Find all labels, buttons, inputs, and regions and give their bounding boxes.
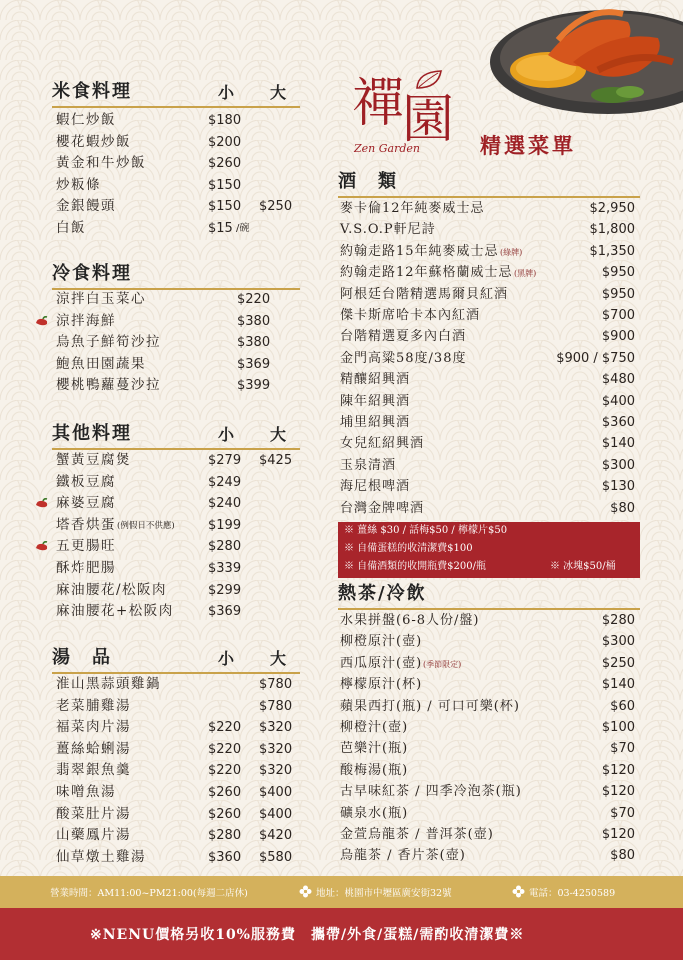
menu-item-name: 麻油腰花/松阪肉 <box>56 581 168 598</box>
menu-item-row <box>340 781 635 802</box>
price: $1,350 <box>589 243 635 259</box>
price-small: $280 <box>208 539 242 555</box>
menu-item-row <box>56 110 300 131</box>
price: $900 <box>601 329 635 345</box>
menu-item-name: 水果拼盤(6-8人份/盤) <box>340 613 480 628</box>
price-large: $250 <box>259 199 293 215</box>
price-large: $425 <box>259 453 293 468</box>
price: $399 <box>237 378 271 394</box>
logo-char-zen: 禪 <box>352 74 405 134</box>
menu-item-row <box>56 717 300 738</box>
menu-item-name: 金銀饅頭 <box>56 198 116 215</box>
menu-item-name: 海尼根啤酒 <box>340 479 411 495</box>
col-small-label: 小 <box>218 649 235 668</box>
menu-item-name: 酸菜肚片湯 <box>56 805 131 822</box>
menu-item-row <box>56 696 300 717</box>
price-small: $280 <box>208 828 242 844</box>
menu-item-row <box>56 739 300 760</box>
menu-item-row <box>56 760 300 781</box>
price: $1,800 <box>589 222 635 238</box>
price-small: $249 <box>208 474 242 490</box>
menu-item-name: 山藥鳳片湯 <box>56 827 131 844</box>
menu-item-name: 櫻桃鴨蘿蔓沙拉 <box>56 377 161 394</box>
menu-item-name: 台階精選夏多內白酒 <box>340 329 467 345</box>
menu-item-name: 台灣金牌啤酒 <box>340 500 425 516</box>
liquor-section-title: 酒 類 <box>338 171 398 192</box>
menu-item-row <box>340 391 635 412</box>
menu-item-row <box>56 218 300 239</box>
price-small: $260 <box>208 806 242 822</box>
price-small: $150 <box>208 177 242 193</box>
price: $70 <box>610 805 635 821</box>
other-section-title: 其他料理 <box>52 423 132 444</box>
price-small: $199 <box>208 517 242 533</box>
menu-item-name: 烏龍茶 / 香片茶(壺) <box>340 848 466 864</box>
menu-item-row <box>340 498 635 519</box>
menu-item-row <box>340 717 635 738</box>
menu-item-row <box>56 375 300 396</box>
price-small: $15 <box>208 221 233 236</box>
price: $80 <box>610 848 635 864</box>
price: $480 <box>601 372 635 388</box>
menu-item-row <box>56 825 300 846</box>
price-small: $279 <box>208 453 242 468</box>
menu-item-row <box>56 493 300 514</box>
menu-item-name: 檸檬原汁(杯) <box>340 677 423 693</box>
menu-item-row <box>340 198 635 219</box>
menu-item-name: 麻婆豆腐 <box>56 495 116 512</box>
menu-item-name: 鮑魚田園蔬果 <box>56 355 146 372</box>
menu-item-name: 塔香烘蛋 <box>56 516 116 533</box>
menu-item-name: 西瓜原汁(壺) <box>340 655 423 671</box>
col-large-label: 大 <box>270 83 287 102</box>
price: $140 <box>601 436 635 452</box>
menu-item-name: 味噌魚湯 <box>56 784 116 800</box>
logo-english-name: Zen Garden <box>354 142 420 155</box>
menu-item-name: 炒粄條 <box>56 176 101 193</box>
menu-item-row <box>340 845 635 866</box>
menu-item-row <box>56 558 300 579</box>
price: $400 <box>601 393 635 409</box>
service-charge-banner <box>0 908 683 960</box>
menu-item-row <box>56 515 300 536</box>
notice-line: ※ 自備酒類的收開瓶費$200/瓶 <box>344 561 486 572</box>
price-small: $180 <box>208 113 242 128</box>
menu-item-note: (季節限定) <box>423 659 462 669</box>
business-hours: 營業時間：AM11:00~PM21:00(每週二店休) <box>50 888 248 899</box>
menu-item-name: 烏魚子鮮筍沙拉 <box>56 334 161 351</box>
service-charge-notice: ※NENU價格另收10%服務費 攜帶/外食/蛋糕/需酌收清潔費※ <box>90 927 525 943</box>
fried-shrimp-dish-image <box>488 0 683 118</box>
price-large: $420 <box>259 828 293 844</box>
leaf-icon <box>414 68 444 92</box>
menu-item-name: 蝦仁炒飯 <box>56 112 116 128</box>
menu-item-row <box>56 847 300 868</box>
price-large: $320 <box>259 720 293 736</box>
menu-item-row <box>340 433 635 454</box>
chili-pepper-icon <box>34 541 49 553</box>
menu-item-row <box>56 536 300 557</box>
price: $280 <box>601 613 635 628</box>
menu-item-name: 櫻花蝦炒飯 <box>56 133 131 150</box>
rice-section-title: 米食料理 <box>52 81 132 102</box>
notice-line: ※ 薑絲 $30 / 話梅$50 / 檸檬片$50 <box>344 525 508 536</box>
menu-item-name: 柳橙汁(壺) <box>340 720 409 735</box>
menu-item-name: 福菜肉片湯 <box>56 719 131 736</box>
menu-item-name: 阿根廷台階精選馬爾貝紅酒 <box>340 286 509 302</box>
menu-item-name: 老菜脯雞湯 <box>56 697 131 714</box>
price: $250 <box>601 655 635 671</box>
menu-item-name: 古早味紅茶 / 四季冷泡茶(瓶) <box>340 784 522 800</box>
menu-item-name: 白飯 <box>56 220 86 236</box>
col-small-label: 小 <box>218 83 235 102</box>
soup-section-title: 湯 品 <box>52 647 112 668</box>
logo-char-garden: 園 <box>402 90 455 150</box>
price: $60 <box>610 698 635 714</box>
menu-item-row <box>56 782 300 803</box>
price: $220 <box>237 292 271 307</box>
menu-item-row <box>340 412 635 433</box>
menu-item-row <box>340 348 635 369</box>
price: $2,950 <box>589 201 635 216</box>
menu-item-row <box>56 450 300 471</box>
menu-item-name: 蟹黃豆腐煲 <box>56 452 131 468</box>
menu-item-note: (綠牌) <box>500 247 523 257</box>
price-large: $780 <box>259 698 293 714</box>
menu-item-row <box>56 289 300 310</box>
price-small: $260 <box>208 156 242 172</box>
menu-item-name: 約翰走路12年蘇格蘭威士忌 <box>340 265 513 281</box>
price-small: $150 <box>208 199 242 215</box>
chili-pepper-icon <box>34 316 49 328</box>
menu-item-row <box>56 132 300 153</box>
menu-item-row <box>340 262 635 283</box>
menu-item-row <box>56 674 300 695</box>
menu-item-row <box>340 219 635 240</box>
menu-item-name: 精釀紹興酒 <box>340 372 411 388</box>
price: $120 <box>601 762 635 778</box>
menu-item-row <box>340 653 635 674</box>
menu-item-name: 涼拌白玉菜心 <box>56 291 146 307</box>
menu-item-row <box>56 580 300 601</box>
menu-item-row <box>56 175 300 196</box>
col-small-label: 小 <box>218 425 235 444</box>
price-large: $580 <box>259 849 293 865</box>
zen-garden-logo <box>352 68 464 164</box>
menu-item-name: 麻油腰花+松阪肉 <box>56 603 174 620</box>
menu-item-row <box>340 674 635 695</box>
menu-item-name: 礦泉水(瓶) <box>340 805 409 821</box>
other-section-header <box>52 418 300 450</box>
menu-item-name: 五更腸旺 <box>56 538 116 555</box>
menu-item-name: 陳年紹興酒 <box>340 393 411 409</box>
menu-item-name: V.S.O.P軒尼詩 <box>340 222 436 238</box>
price-small: $200 <box>208 134 242 150</box>
menu-item-name: 埔里紹興酒 <box>340 415 411 430</box>
menu-item-row <box>56 311 300 332</box>
price: $100 <box>601 720 635 735</box>
price-large: $400 <box>259 785 293 800</box>
menu-item-name: 薑絲蛤蜊湯 <box>56 740 131 757</box>
chili-pepper-icon <box>34 498 49 510</box>
menu-item-name: 翡翠銀魚羹 <box>56 762 131 779</box>
flower-icon <box>299 885 312 898</box>
cold-section-title: 冷食料理 <box>52 263 132 284</box>
address: 地址：桃園市中壢區廣安街32號 <box>316 888 452 899</box>
cold-section-header <box>52 258 300 290</box>
menu-item-name: 金萱烏龍茶 / 普洱茶(壺) <box>340 827 494 842</box>
menu-item-name: 金門高粱58度/38度 <box>340 350 467 366</box>
menu-item-row <box>340 455 635 476</box>
price: $900 / $750 <box>556 350 635 366</box>
notice-line: ※ 冰塊$50/桶 <box>550 561 616 572</box>
price: $950 <box>601 286 635 302</box>
price: $950 <box>601 265 635 281</box>
price: $369 <box>237 356 271 372</box>
menu-item-row <box>340 610 635 631</box>
menu-item-row <box>340 369 635 390</box>
price-large: $320 <box>259 763 293 779</box>
menu-item-row <box>340 696 635 717</box>
info-footer-band <box>0 876 683 908</box>
menu-item-note: (例假日不供應) <box>117 520 175 531</box>
liquor-section-header <box>338 166 640 198</box>
menu-item-row <box>56 601 300 622</box>
menu-item-name: 傑卡斯席哈卡本內紅酒 <box>340 308 481 323</box>
menu-item-name: 約翰走路15年純麥威士忌 <box>340 243 499 259</box>
menu-item-name: 酸梅湯(瓶) <box>340 762 409 778</box>
menu-item-name: 黃金和牛炒飯 <box>56 155 146 172</box>
price-small: $220 <box>208 720 242 736</box>
drinks-section-title: 熱茶/冷飲 <box>338 583 427 604</box>
price-small: $369 <box>208 604 242 620</box>
menu-item-name: 蘋果西打(瓶) / 可口可樂(杯) <box>340 698 520 714</box>
col-large-label: 大 <box>270 649 287 668</box>
menu-subtitle: 精選菜單 <box>480 133 576 158</box>
price: $120 <box>601 784 635 800</box>
menu-item-row <box>340 738 635 759</box>
col-large-label: 大 <box>270 425 287 444</box>
menu-item-name: 涼拌海鮮 <box>56 312 116 329</box>
price: $140 <box>601 677 635 693</box>
phone-number: 電話：03-4250589 <box>529 888 616 899</box>
menu-item-name: 柳橙原汁(壺) <box>340 634 423 650</box>
price-large: $780 <box>259 677 293 692</box>
soup-section-header <box>52 642 300 674</box>
menu-item-name: 麥卡倫12年純麥威士忌 <box>340 201 485 216</box>
menu-item-row <box>340 803 635 824</box>
price: $130 <box>601 479 635 495</box>
price: $380 <box>237 313 271 329</box>
menu-item-row <box>56 472 300 493</box>
menu-item-row <box>340 476 635 497</box>
price-small: $220 <box>208 763 242 779</box>
menu-item-row <box>56 804 300 825</box>
price-small: $299 <box>208 582 242 598</box>
price: $300 <box>601 457 635 473</box>
menu-item-row <box>56 354 300 375</box>
menu-item-name: 酥炸肥腸 <box>56 560 116 576</box>
extra-charges-notice-box <box>338 522 640 578</box>
price: $700 <box>601 308 635 323</box>
menu-item-name: 鐵板豆腐 <box>56 473 116 490</box>
price: $360 <box>601 415 635 430</box>
rice-section-header <box>52 76 300 108</box>
menu-item-row <box>56 332 300 353</box>
menu-item-row <box>340 284 635 305</box>
menu-item-row <box>340 631 635 652</box>
drinks-section-header <box>338 578 640 610</box>
menu-item-row <box>56 196 300 217</box>
price-small: $220 <box>208 741 242 757</box>
menu-item-row <box>340 326 635 347</box>
flower-icon <box>512 885 525 898</box>
menu-item-row <box>340 241 635 262</box>
price: $300 <box>601 634 635 650</box>
menu-item-name: 玉泉清酒 <box>340 457 397 473</box>
menu-item-row <box>340 760 635 781</box>
price: $380 <box>237 335 271 351</box>
price-small: $260 <box>208 785 242 800</box>
menu-item-name: 芭樂汁(瓶) <box>340 741 409 757</box>
menu-item-row <box>56 153 300 174</box>
price-small: $360 <box>208 849 242 865</box>
price: $80 <box>610 500 635 516</box>
price-large: $400 <box>259 806 293 822</box>
price-large: $320 <box>259 741 293 757</box>
notice-line: ※ 自備蛋糕的收清潔費$100 <box>344 543 473 554</box>
menu-item-row <box>340 824 635 845</box>
price-small: $339 <box>208 561 242 576</box>
menu-item-row <box>340 305 635 326</box>
menu-item-note: (黑牌) <box>514 269 537 279</box>
price-small: $240 <box>208 496 242 512</box>
price: $120 <box>601 827 635 842</box>
menu-item-name: 女兒紅紹興酒 <box>340 436 425 452</box>
price: $70 <box>610 741 635 757</box>
menu-item-name: 仙草燉土雞湯 <box>56 848 146 865</box>
price-unit: /碗 <box>236 223 250 234</box>
menu-item-name: 淮山黑蒜頭雞鍋 <box>56 676 161 692</box>
